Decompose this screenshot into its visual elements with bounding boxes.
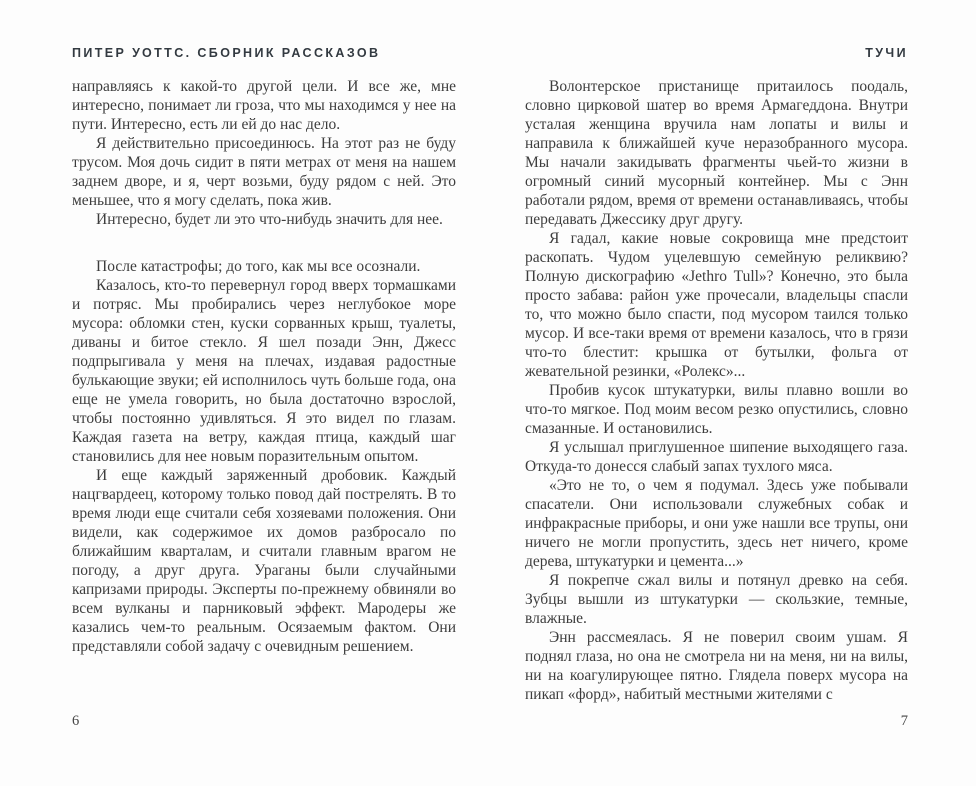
paragraph: «Это не то, о чем я подумал. Здесь уже побывали спасатели. Они использовали служебных собак и инфракрасные приборы, и они уже нашли все трупы, они ничего не могли пропустить, здесь нет ничего, кроме дерева, штукатурки и цемента...» (525, 477, 908, 570)
paragraph: И еще каждый заряженный дробовик. Каждый нацгвардеец, которому только повод дай пострелять. В то время люди еще считали себя хозяевами положения. Они видели, как содержимое их домов разбросало по ближайшим кварталам, и считали главным врагом не погоду, а друг друга. Ураганы были случайными капризами природы. Эксперты по-прежнему обвиняли во всем вулканы и парниковый эффект. Мародеры же казались чем-то реальным. Осязаемым фактом. Они представляли собой задачу с очевидным решением. (72, 467, 456, 655)
paragraph: Интересно, будет ли это что-нибудь значить для нее. (96, 211, 443, 228)
paragraph: Я гадал, какие новые сокровища мне предстоит раскопать. Чудом уцелевшую семейную реликвию? Полную дискографию «Jethro Tull»? Конечно, это была просто забава: район уже прочесали, владельцы спасли то, что можно было спасти, под мусором таился только мусор. И все-таки время от времени казалось, что в грязи что-то блестит: крышка от бутылки, фольга от жевательной резинки, «Ролекс»... (525, 230, 908, 380)
paragraph: Энн рассмеялась. Я не поверил своим ушам. Я поднял глаза, но она не смотрела ни на меня, ни на вилы, ни на коагулирующее пятно. Глядела поверх мусора на пикап «форд», набитый местными жителями с (525, 629, 908, 703)
left-page-body (72, 77, 456, 656)
paragraph: Я услышал приглушенное шипение выходящего газа. Откуда-то донесся слабый запах тухлого мяса. (525, 439, 908, 475)
left-running-header: ПИТЕР УОТТС. СБОРНИК РАССКАЗОВ (72, 46, 381, 60)
paragraph: Пробив кусок штукатурки, вилы плавно вошли во что-то мягкое. Под моим весом резко опустились, словно смазанные. И остановились. (525, 382, 908, 437)
paragraph: Волонтерское пристанище притаилось поодаль, словно цирковой шатер во время Армагеддона. Внутри усталая женщина вручила нам лопаты и вилы и направила к ближайшей куче неразобранного мусора. Мы начали закидывать фрагменты чьей-то жизни в огромный синий мусорный контейнер. Мы с Энн работали рядом, время от времени останавливаясь, чтобы передавать Джессику друг другу. (525, 78, 908, 228)
paragraph: После катастрофы; до того, как мы все осознали. (96, 258, 421, 275)
paragraph: Казалось, кто-то перевернул город вверх тормашками и потряс. Мы пробирались через неглубокое море мусора: обломки стен, куски сорванных крыш, туалеты, диваны и битое стекло. Я шел позади Энн, Джесс подпрыгивала у меня на плечах, издавая радостные булькающие звуки; ей исполнилось чуть больше года, она еще не умела говорить, но была достаточно взрослой, чтобы постоянно удивляться. Я это видел по глазам. Каждая газета на ветру, каждая птица, каждый шаг становились для нее новым поразительным опытом. (72, 277, 456, 465)
paragraph: направляясь к какой-то другой цели. И все же, мне интересно, понимает ли гроза, что мы находимся у нее на пути. Интересно, есть ли ей до нас дело. (72, 78, 456, 133)
right-running-header: ТУЧИ (865, 46, 908, 60)
left-page-number: 6 (72, 713, 80, 729)
right-page-body (525, 77, 908, 704)
left-page (72, 0, 456, 786)
paragraph: Я действительно присоединюсь. На этот раз не буду трусом. Моя дочь сидит в пяти метрах от меня на нашем заднем дворе, и я, черт возьми, буду рядом с ней. Это меньшее, что я могу сделать, пока жив. (72, 135, 456, 209)
paragraph: Я покрепче сжал вилы и потянул древко на себя. Зубцы вышли из штукатурки — скользкие, темные, влажные. (525, 572, 908, 627)
right-page (525, 0, 908, 786)
right-page-number: 7 (900, 713, 908, 729)
